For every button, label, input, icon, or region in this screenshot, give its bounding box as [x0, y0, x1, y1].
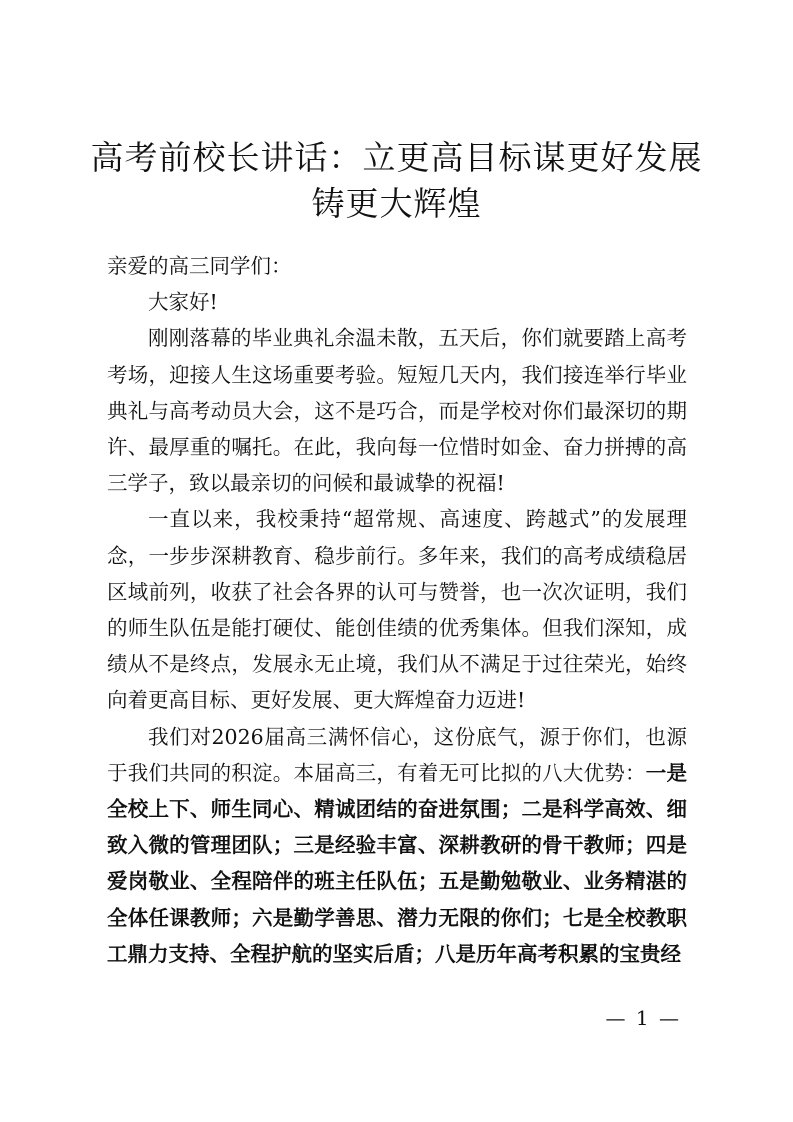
salutation: 亲爱的高三同学们： [107, 254, 292, 278]
paragraph-1: 刚刚落幕的毕业典礼余温未散，五天后，你们就要踏上高考考场，迎接人生这场重要考验。短短几天内，我们接连举行毕业典礼与高考动员大会，这不是巧合，而是学校对你们最深切的期许、最厚重的嘱托。在此，我向每一位惜时如金、奋力拼搏的高三学子，致以最亲切的问候和最诚挚的祝福! [107, 326, 687, 496]
document-title-line-1: 高考前校长讲话：立更高目标谋更好发展 [90, 138, 703, 177]
page-number: — 1 — [605, 1006, 681, 1030]
document-body [107, 248, 687, 972]
paragraph-3 [107, 719, 687, 972]
paragraph-3-text: 我们对2026届高三满怀信心，这份底气，源于你们，也源于我们共同的积淀。本届高三，有着无可比拟的八大优势： [107, 724, 687, 785]
paragraph-3-bold-text: 一是全校上下、师生同心、精诚团结的奋进氛围；二是科学高效、细致入微的管理团队；三是经验丰富、深耕教研的骨干教师；四是爱岗敬业、全程陪伴的班主任队伍；五是勤勉敬业、业务精湛的全体任课教师；六是勤学善思、潜力无限的你们；七是全校教职工鼎力支持、全程护航的坚实后盾；八是历年高考积累的宝贵经 [107, 760, 688, 966]
paragraph-2: 一直以来，我校秉持“超常规、高速度、跨越式”的发展理念，一步步深耕教育、稳步前行。多年来，我们的高考成绩稳居区域前列，收获了社会各界的认可与赞誉，也一次次证明，我们的师生队伍是能打硬仗、能创佳绩的优秀集体。但我们深知，成绩从不是终点，发展永无止境，我们从不满足于过往荣光，始终向着更高目标、更好发展、更大辉煌奋力迈进! [107, 507, 687, 713]
document-title-line-2: 铸更大辉煌 [311, 184, 482, 223]
greeting: 大家好! [148, 290, 218, 315]
